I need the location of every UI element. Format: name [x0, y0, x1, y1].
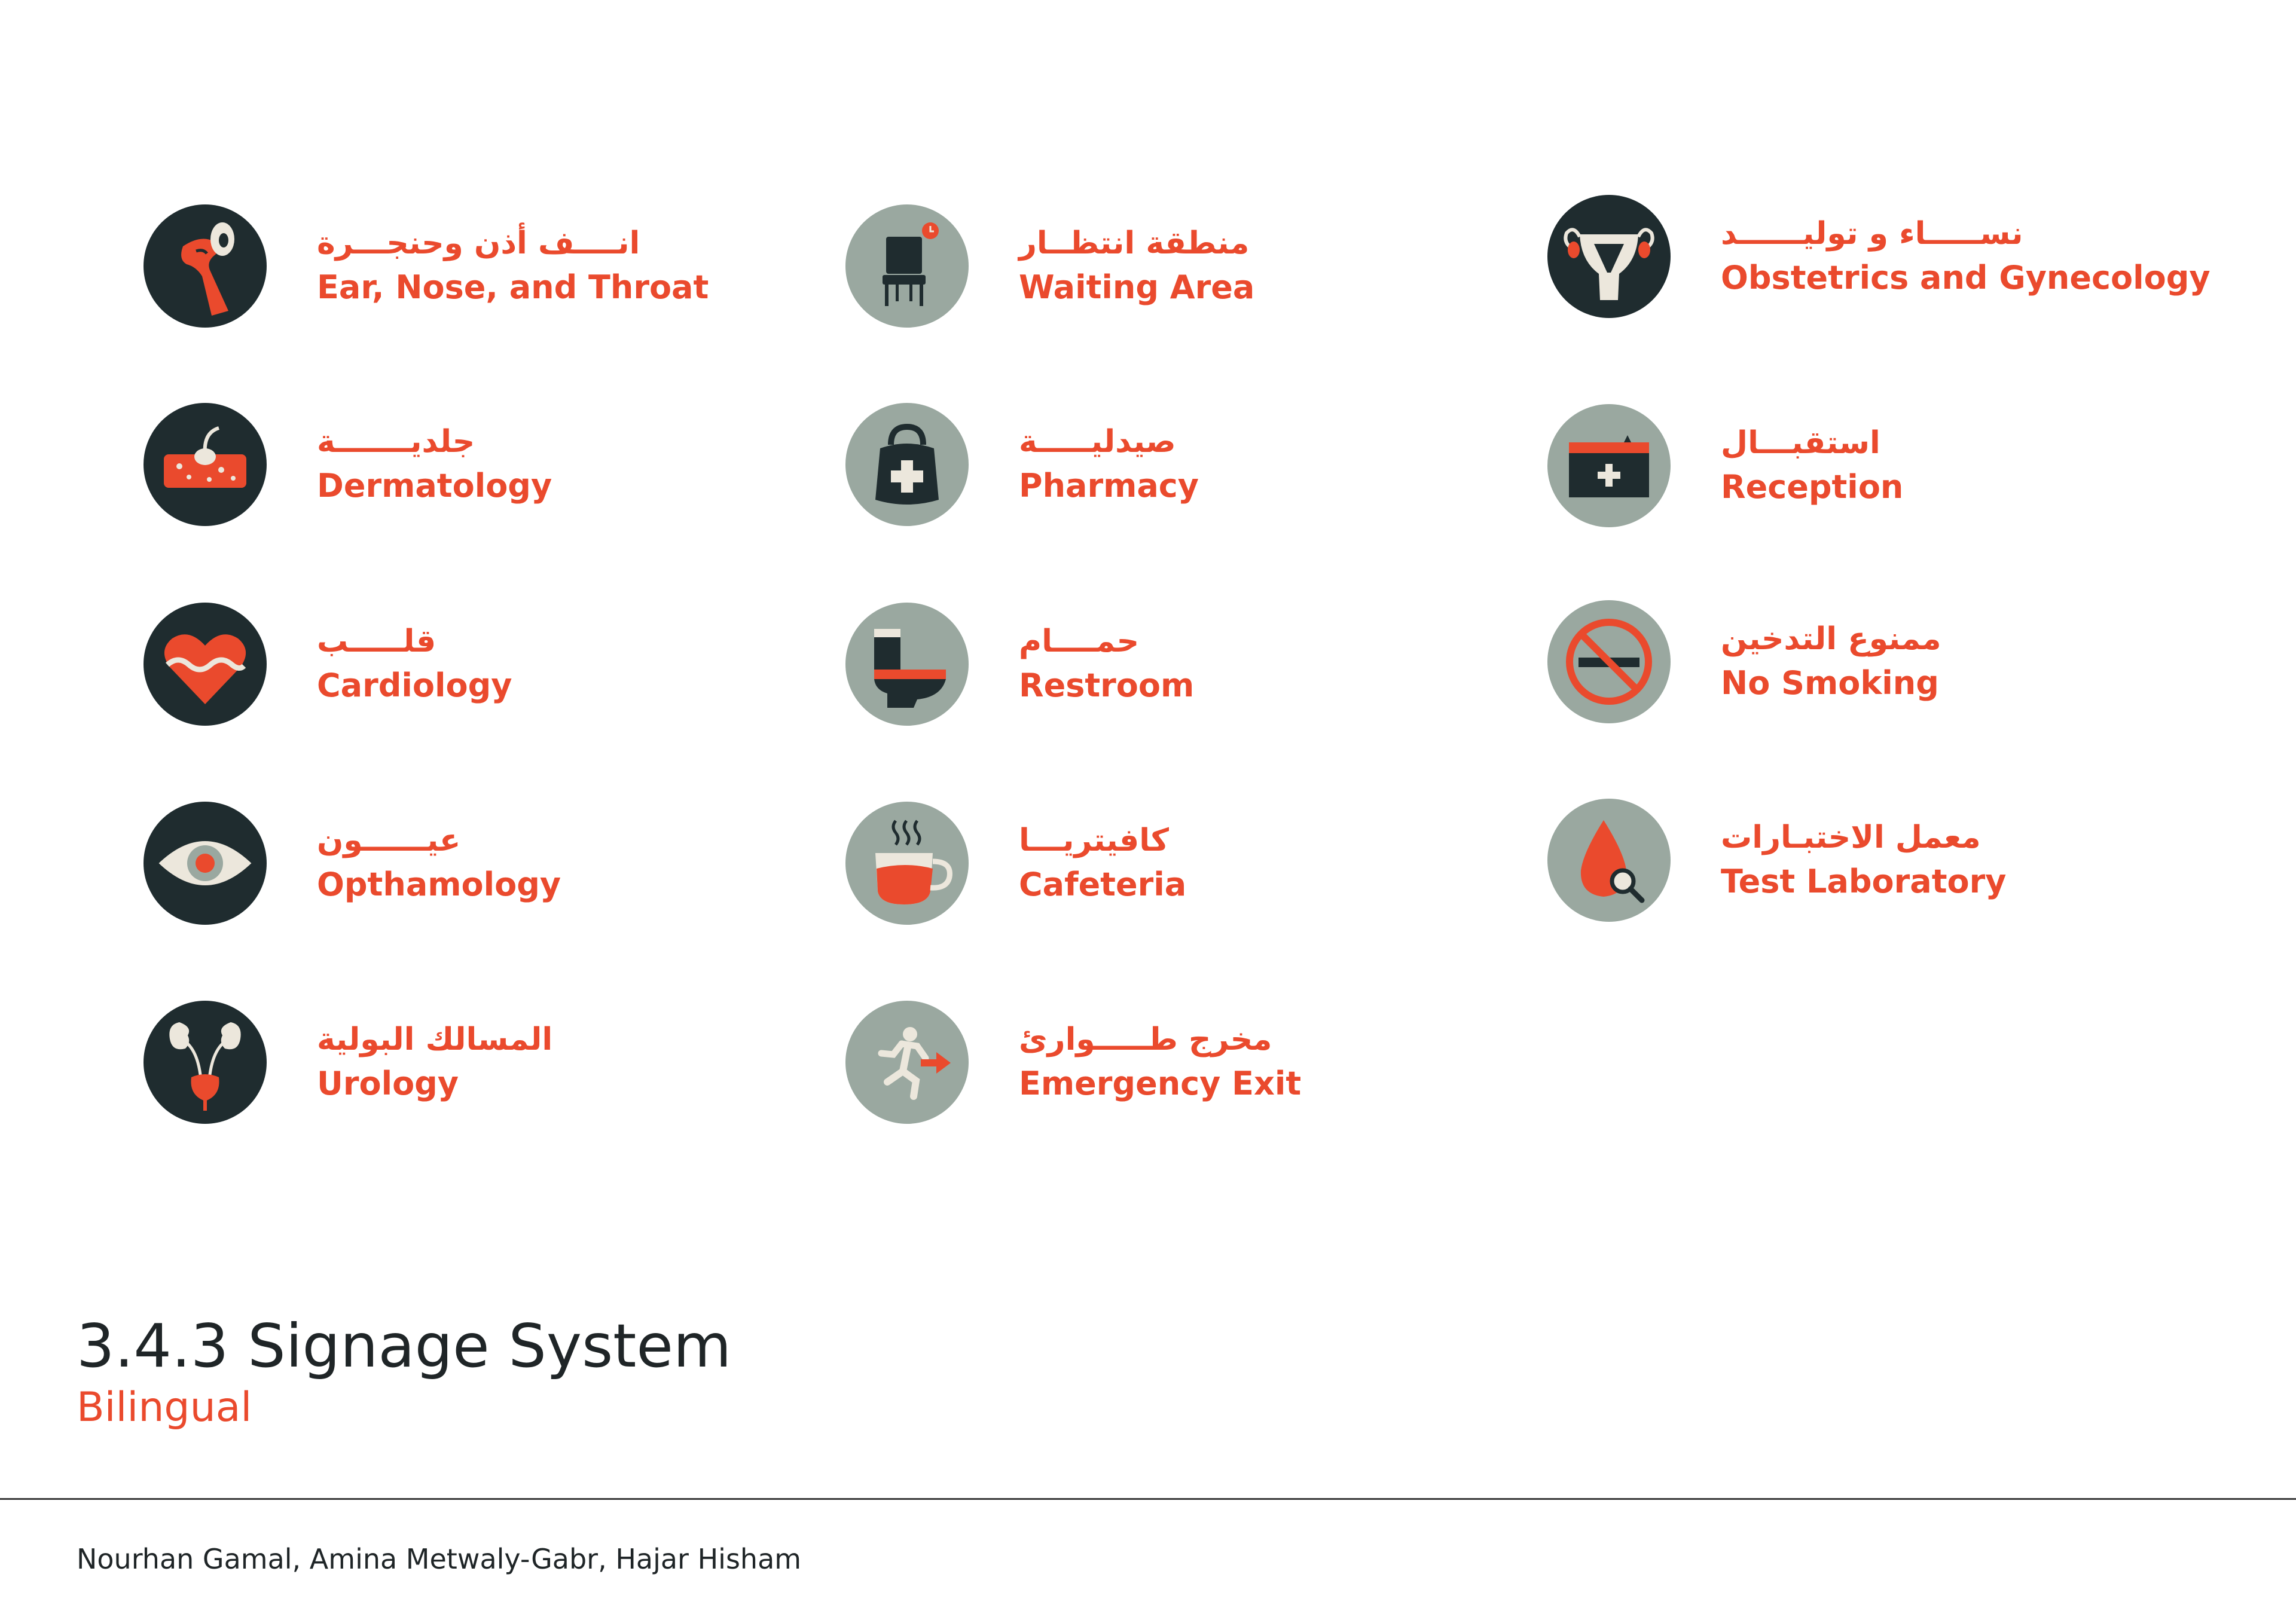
sign-label-ar: نســـــاء و توليــــــد [1721, 216, 2023, 252]
sign-obgyn [1547, 195, 2210, 318]
sign-emergency-exit [845, 1001, 1301, 1124]
ear-nose-throat-icon [144, 204, 267, 328]
sign-label-en: Dermatology [317, 467, 552, 505]
sign-label-ar: مخرج طـــــوارئ [1019, 1022, 1272, 1057]
sign-label-en: Pharmacy [1019, 467, 1199, 505]
sign-ent [144, 204, 709, 328]
sign-label-en: Cafeteria [1019, 866, 1187, 903]
sign-waiting-area [845, 204, 1254, 328]
sign-label-en: Test Laboratory [1721, 863, 2007, 900]
sign-label-ar: حمــــام [1019, 623, 1140, 659]
toilet-icon [845, 603, 969, 726]
page-title: 3.4.3 Signage System [77, 1311, 732, 1381]
sign-test-laboratory [1547, 799, 2006, 922]
sign-label-ar: المسالك البولية [317, 1022, 553, 1057]
sign-cardiology [144, 603, 512, 726]
sign-label-ar: انــــف أذن وحنجـــرة [317, 225, 640, 261]
first-aid-case-icon [1547, 404, 1671, 527]
no-smoking-icon [1547, 600, 1671, 723]
kidneys-icon [144, 1001, 267, 1124]
coffee-cup-icon [845, 802, 969, 925]
sign-label-ar: ممنوع التدخين [1721, 621, 1941, 657]
chair-icon [845, 204, 969, 328]
sign-label-en: Obstetrics and Gynecology [1721, 259, 2210, 297]
sign-dermatology [144, 403, 552, 526]
uterus-icon [1547, 195, 1671, 318]
sign-cafeteria [845, 802, 1186, 925]
sign-opthamology [144, 802, 561, 925]
dermatology-icon [144, 403, 267, 526]
sign-label-en: Waiting Area [1019, 268, 1255, 306]
sign-label-ar: قلـــــب [317, 623, 436, 659]
sign-restroom [845, 603, 1194, 726]
sign-label-ar: معمل الاختبـارات [1721, 820, 1981, 855]
sign-label-en: Restroom [1019, 667, 1195, 704]
sign-label-en: Ear, Nose, and Throat [317, 268, 709, 306]
sign-label-en: Cardiology [317, 667, 512, 704]
sign-label-ar: جلديـــــــة [317, 424, 475, 460]
sign-pharmacy [845, 403, 1199, 526]
page-subtitle: Bilingual [77, 1384, 252, 1431]
sign-label-en: No Smoking [1721, 664, 1939, 702]
authors-credit: Nourhan Gamal, Amina Metwaly-Gabr, Hajar Hisham [77, 1543, 802, 1575]
sign-label-en: Opthamology [317, 866, 561, 903]
sign-label-ar: استقبـــال [1721, 425, 1880, 461]
blood-drop-magnifier-icon [1547, 799, 1671, 922]
sign-urology [144, 1001, 552, 1124]
sign-label-en: Reception [1721, 468, 1904, 506]
sign-no-smoking [1547, 600, 1941, 723]
sign-label-ar: صيدليـــــة [1019, 424, 1176, 460]
medicine-bag-icon [845, 403, 969, 526]
eye-icon [144, 802, 267, 925]
sign-label-en: Emergency Exit [1019, 1065, 1302, 1102]
sign-label-ar: عيــــــون [317, 823, 461, 858]
sign-label-ar: كافيتريـــا [1019, 823, 1169, 858]
heart-icon [144, 603, 267, 726]
sign-label-en: Urology [317, 1065, 459, 1102]
running-exit-icon [845, 1001, 969, 1124]
footer-divider [0, 1498, 2296, 1500]
sign-reception [1547, 404, 1903, 527]
sign-label-ar: منطقة انتظــار [1019, 225, 1250, 261]
